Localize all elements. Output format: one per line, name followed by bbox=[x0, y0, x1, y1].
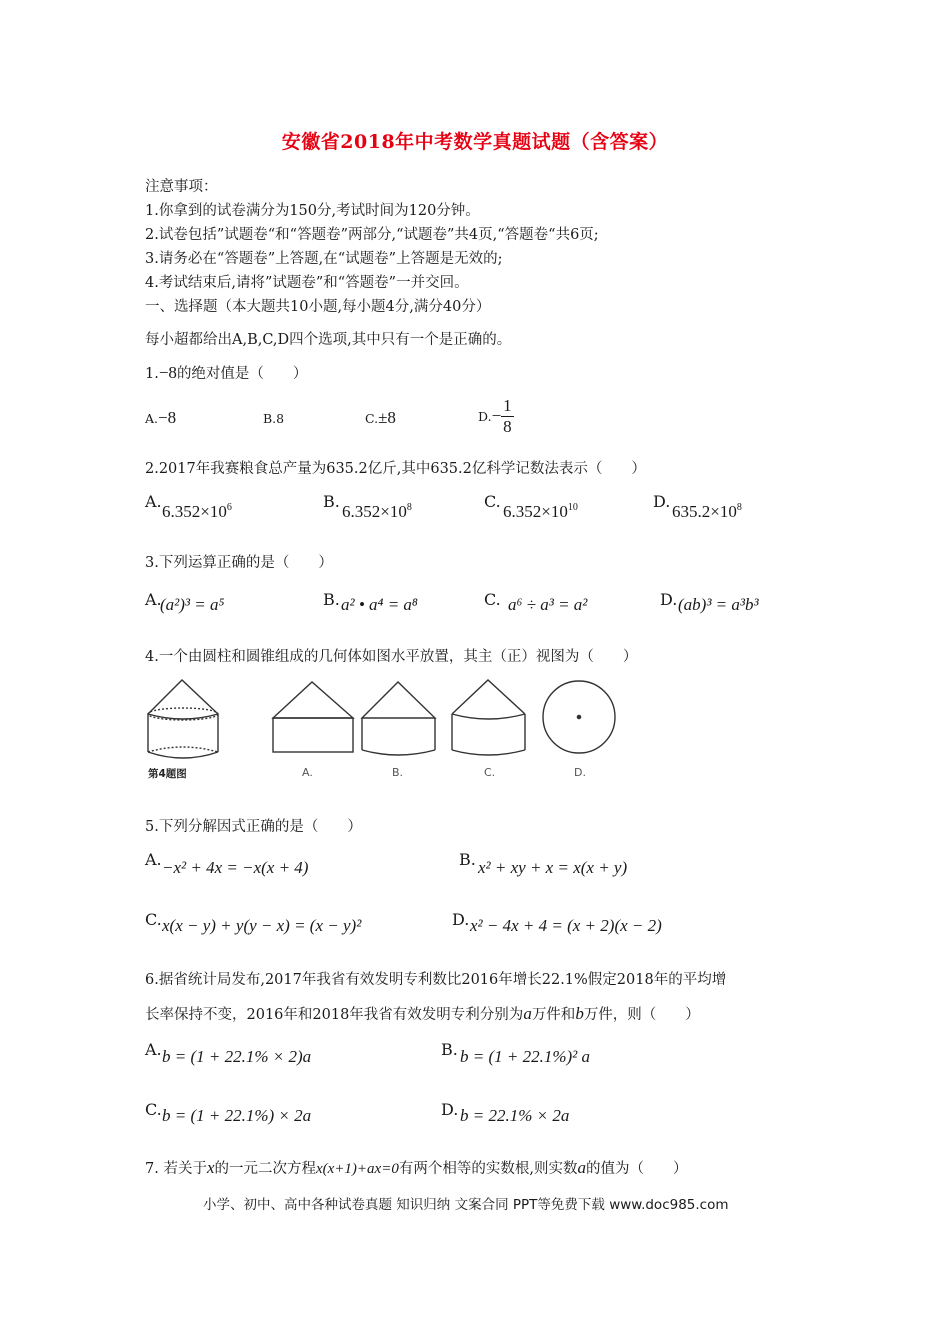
q2-option-d: $635.2\times 10^8$ bbox=[672, 502, 742, 521]
q1-option-c: C.±8 bbox=[365, 408, 396, 427]
q1-option-d: D.− $\frac{1}{8}$ bbox=[478, 396, 512, 436]
page-title: 安徽省2018年中考数学真题试题（含答案） bbox=[281, 131, 669, 153]
q6-option-d-label: D. bbox=[441, 1100, 459, 1119]
q2-option-b-label: B. bbox=[323, 492, 340, 511]
q5-option-c: x(x − y) + y(y − x) = (x − y)² bbox=[162, 916, 362, 935]
q4-label-a: A. bbox=[302, 766, 313, 779]
q3-option-d: (ab)³ = a³b³ bbox=[678, 595, 759, 614]
q4-label-b: B. bbox=[392, 766, 404, 779]
q3-option-b: a² • a⁴ = a⁸ bbox=[341, 595, 418, 614]
q6-option-c-label: C. bbox=[145, 1100, 162, 1119]
q3-option-c: a⁶ ÷ a³ = a² bbox=[508, 595, 588, 614]
q2-stem: 2.2017年我赛粮食总产量为635.2亿斤,其中635.2亿科学记数法表示（ ） bbox=[145, 461, 646, 477]
q5-option-a: −x² + 4x = −x(x + 4) bbox=[162, 858, 309, 877]
q4-option-c-figure bbox=[452, 680, 525, 755]
q3-option-a-label: A. bbox=[145, 590, 162, 609]
q2-option-a-label: A. bbox=[145, 492, 162, 511]
q5-option-c-label: C. bbox=[145, 910, 162, 929]
q6-line-2: 长率保持不变，2016年和2018年我省有效发明专利分别为a万件和b万件，则（ ） bbox=[145, 1004, 700, 1023]
q4-option-a-figure bbox=[273, 682, 353, 752]
q4-option-d-figure bbox=[543, 681, 615, 753]
q1-stem: 1.−8的绝对值是（ ） bbox=[145, 363, 308, 382]
q4-figure-solid bbox=[148, 680, 218, 758]
q2-option-c-label: C. bbox=[484, 492, 501, 511]
notice-heading: 注意事项： bbox=[145, 179, 218, 195]
q4-label-d: D. bbox=[574, 766, 586, 779]
q2-option-b: $6.352\times 10^8$ bbox=[342, 502, 412, 521]
q6-option-b: b = (1 + 22.1%)² a bbox=[460, 1047, 591, 1066]
q6-option-b-label: B. bbox=[441, 1040, 458, 1059]
q5-option-b-label: B. bbox=[459, 850, 476, 869]
q3-stem: 3.下列运算正确的是（ ） bbox=[145, 555, 333, 571]
q6-option-d: b = 22.1% × 2a bbox=[460, 1106, 570, 1125]
section-heading: 一、选择题（本大题共10小题,每小题4分,满分40分） bbox=[145, 299, 491, 315]
q2-option-d-label: D. bbox=[653, 492, 671, 511]
q1-option-a: A.−8 bbox=[145, 408, 177, 427]
q2-option-a: $6.352\times 10^6$ bbox=[162, 502, 232, 521]
q5-option-d-label: D. bbox=[452, 910, 470, 929]
q4-figures bbox=[140, 672, 640, 787]
q2-option-c: $6.352\times 10^{10}$ bbox=[503, 502, 578, 521]
notice-item-3: 3.请务必在“答题卷”上答题,在“试题卷”上答题是无效的; bbox=[145, 251, 503, 267]
q6-option-a: b = (1 + 22.1% × 2)a bbox=[162, 1047, 312, 1066]
q1-option-b: B.8 bbox=[263, 411, 285, 426]
q3-option-a: (a²)³ = a⁵ bbox=[160, 595, 225, 614]
q4-figure-caption: 第4题图 bbox=[148, 768, 187, 780]
q6-line-1: 6.据省统计局发布,2017年我省有效发明专利数比2016年增长22.1%假定2018年的平均增 bbox=[145, 972, 727, 988]
q5-option-b: x² + xy + x = x(x + y) bbox=[478, 858, 628, 877]
q5-option-d: x² − 4x + 4 = (x + 2)(x − 2) bbox=[470, 916, 662, 935]
q3-option-b-label: B. bbox=[323, 590, 340, 609]
q4-label-c: C. bbox=[484, 766, 496, 779]
section-intro: 每小超都给出A,B,C,D四个选项,其中只有一个是正确的。 bbox=[145, 332, 512, 348]
q3-option-d-label: D. bbox=[660, 590, 678, 609]
fraction: $\frac{1}{8}$ bbox=[503, 396, 512, 436]
notice-item-4: 4.考试结束后,请将”试题卷”和“答题卷”一并交回。 bbox=[145, 275, 469, 291]
q6-option-a-label: A. bbox=[145, 1040, 162, 1059]
q4-stem: 4.一个由圆柱和圆锥组成的几何体如图水平放置，其主（正）视图为（ ） bbox=[145, 649, 638, 665]
q5-stem: 5.下列分解因式正确的是（ ） bbox=[145, 819, 362, 835]
q6-option-c: b = (1 + 22.1%) × 2a bbox=[162, 1106, 312, 1125]
notice-item-2: 2.试卷包括”试题卷“和“答题卷”两部分,“试题卷”共4页,“答题卷“共6页; bbox=[145, 227, 599, 243]
q5-option-a-label: A. bbox=[145, 850, 162, 869]
q7-stem: 7. 若关于x的一元二次方程x(x+1)+ax=0有两个相等的实数根,则实数a的值为（ ） bbox=[145, 1158, 688, 1177]
page-footer: 小学、初中、高中各种试卷真题 知识归纳 文案合同 PPT等免费下载 www.doc985.com bbox=[203, 1197, 729, 1213]
q4-option-b-figure bbox=[362, 682, 435, 755]
notice-item-1: 1.你拿到的试卷满分为150分,考试时间为120分钟。 bbox=[145, 203, 480, 219]
q3-option-c-label: C. bbox=[484, 590, 501, 609]
